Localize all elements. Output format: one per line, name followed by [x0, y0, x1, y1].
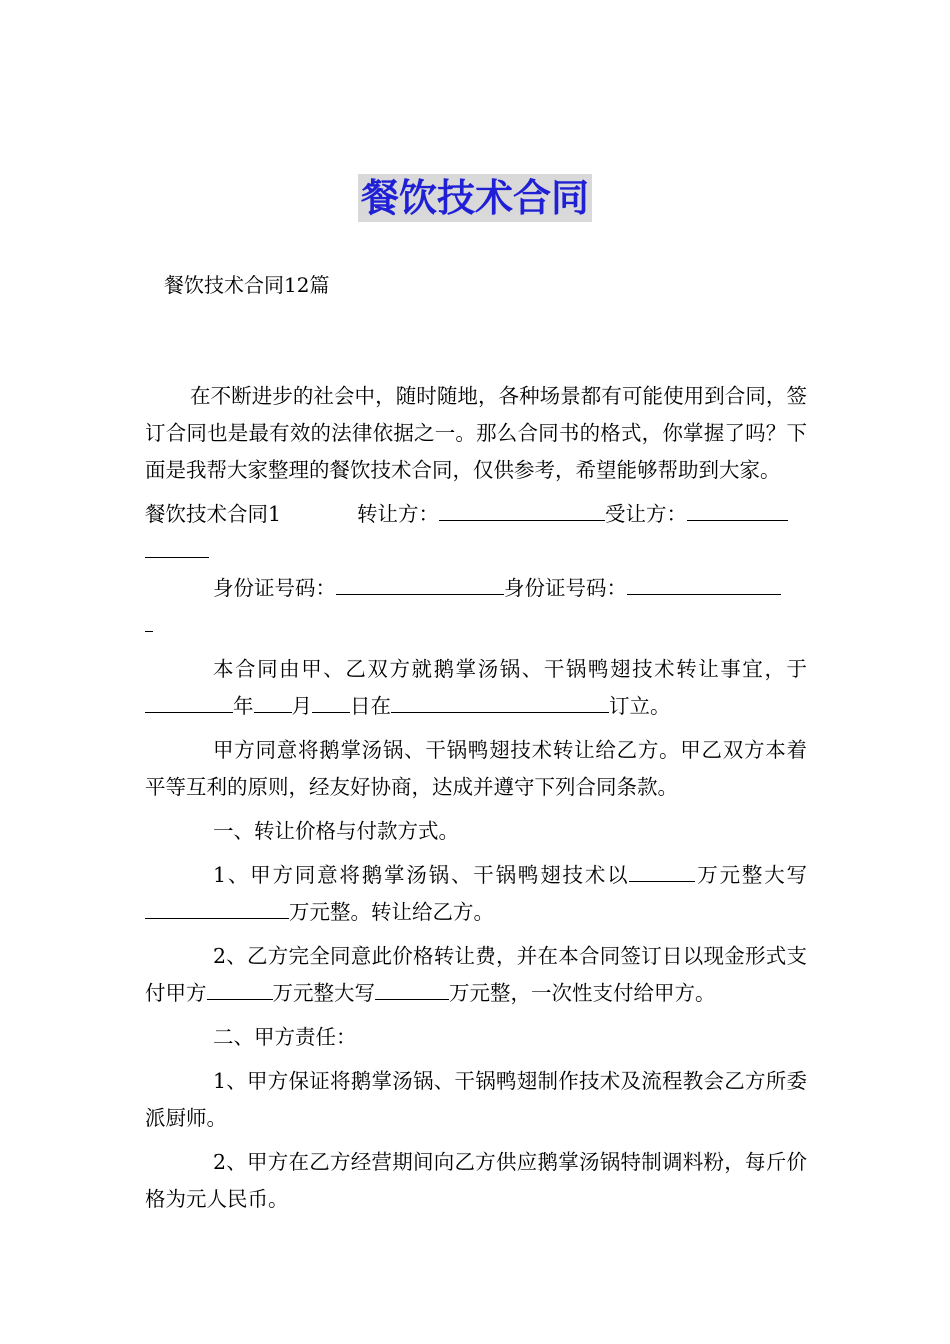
intro-paragraph: 在不断进步的社会中，随时随地，各种场景都有可能使用到合同，签订合同也是最有效的法律依据之一。那么合同书的格式，你掌握了吗？下面是我帮大家整理的餐饮技术合同，仅供参考，希望能够帮助到大家。 — [145, 384, 807, 482]
payment-words-blank — [375, 979, 449, 1000]
contract-parties-line — [145, 496, 807, 570]
document-body — [145, 378, 807, 1225]
day-blank — [312, 692, 350, 713]
document-title: 餐饮技术合同 — [358, 174, 592, 222]
id-blank-transferee — [627, 574, 781, 595]
contract-heading: 餐饮技术合同1 — [145, 502, 282, 526]
price-blank — [629, 861, 695, 882]
id-blank-cont — [145, 611, 153, 632]
transferor-label: 转让方： — [357, 502, 440, 526]
payment-blank — [207, 979, 273, 1000]
month-blank — [254, 692, 292, 713]
transferee-label: 受让方： — [605, 502, 688, 526]
price-words-blank — [145, 898, 289, 919]
id-label-transferee: 身份证号码： — [504, 576, 627, 600]
transferee-blank-cont — [145, 537, 209, 558]
clause-1-1: 1、甲方同意将鹅掌汤锅、干锅鸭翅技术以 万元整大写万元整。转让给乙方。 — [145, 857, 807, 931]
place-blank — [391, 692, 609, 713]
id-blank-transferor — [336, 574, 504, 595]
paragraph-transfer-agreement: 甲方同意将鹅掌汤锅、干锅鸭翅技术转让给乙方。甲乙双方本着平等互利的原则，经友好协商，达成并遵守下列合同条款。 — [145, 738, 807, 799]
clause-2-2: 2、甲方在乙方经营期间向乙方供应鹅掌汤锅特制调料粉，每斤价格为元人民币。 — [145, 1150, 807, 1211]
document-subtitle: 餐饮技术合同12篇 — [164, 273, 330, 297]
year-blank — [145, 692, 233, 713]
clause-2-1: 1、甲方保证将鹅掌汤锅、干锅鸭翅制作技术及流程教会乙方所委派厨师。 — [145, 1069, 807, 1130]
id-label-transferor: 身份证号码： — [213, 576, 336, 600]
id-line — [145, 570, 807, 644]
paragraph-agreement-date: 本合同由甲、乙双方就鹅掌汤锅、干锅鸭翅技术转让事宜，于年 月 日在 订立。 — [145, 651, 807, 725]
transferee-blank — [687, 500, 788, 521]
clause-1-2: 2、乙方完全同意此价格转让费，并在本合同签订日以现金形式支付甲方 万元整大写 万元整，一次性支付给甲方。 — [145, 944, 807, 1005]
title-wrap — [0, 174, 950, 222]
transferor-blank — [439, 500, 605, 521]
section-1-heading: 一、转让价格与付款方式。 — [213, 819, 459, 843]
section-2-heading: 二、甲方责任： — [213, 1025, 357, 1049]
